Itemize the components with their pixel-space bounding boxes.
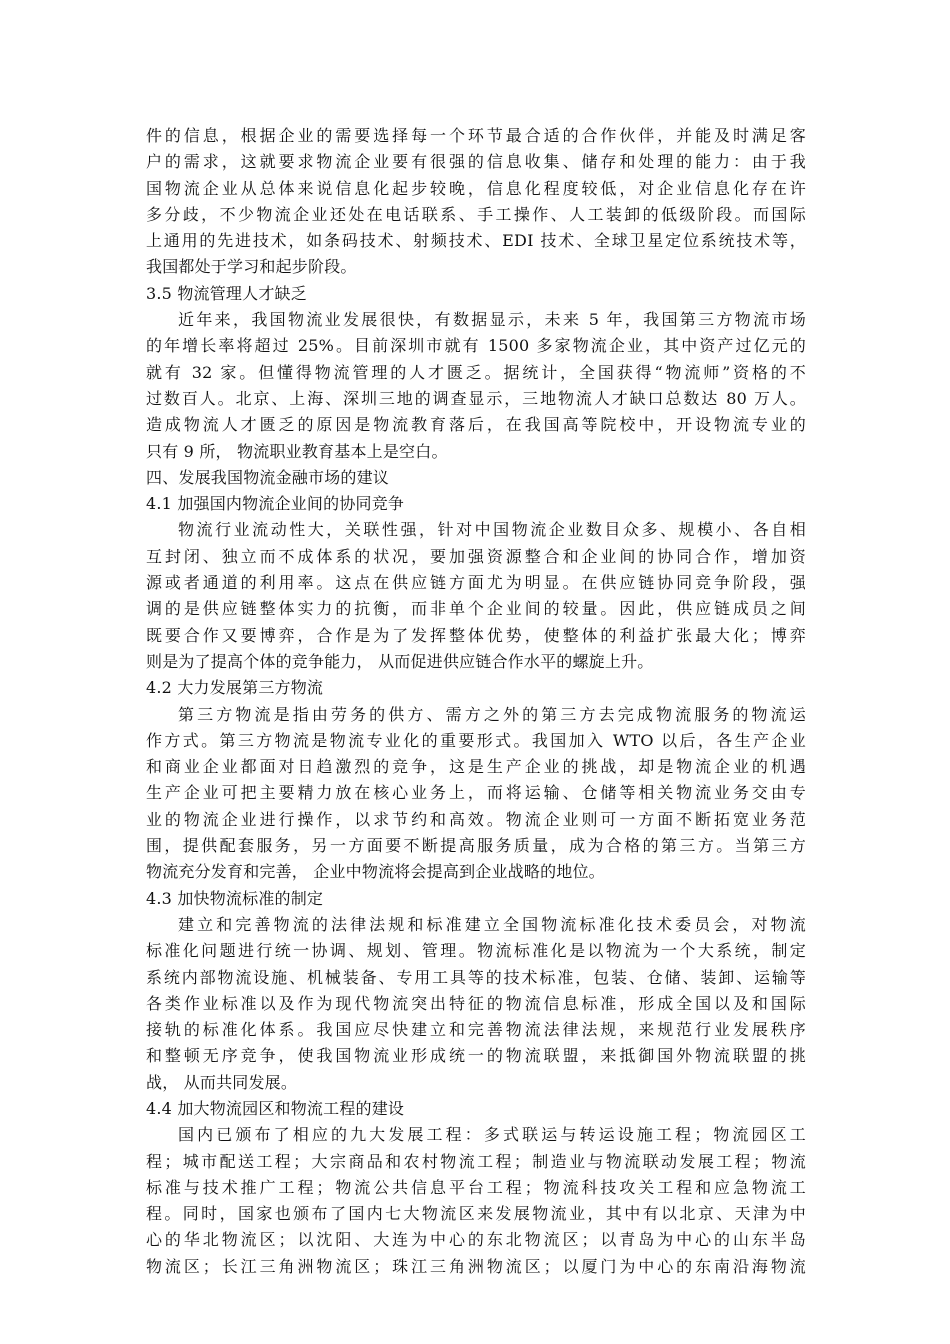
paragraph-line: 业的物流企业进行操作，以求节约和高效。物流企业则可一方面不断拓宽业务范 <box>146 809 806 829</box>
paragraph-line: 物流充分发育和完善， 企业中物流将会提高到企业战略的地位。 <box>146 862 605 882</box>
paragraph-line: 各类作业标准以及作为现代物流突出特征的物流信息标准，形成全国以及和国际 <box>146 993 806 1013</box>
paragraph-line: 物流区；长江三角洲物流区；珠江三角洲物流区；以厦门为中心的东南沿海物流 <box>146 1256 806 1276</box>
paragraph <box>146 912 806 1096</box>
section-heading: 四、发展我国物流金融市场的建议 <box>146 467 390 487</box>
paragraph-line: 就有 32 家。但懂得物流管理的人才匮乏。据统计，全国获得“物流师”资格的不 <box>146 362 806 382</box>
paragraph-line: 我国都处于学习和起步阶段。 <box>146 257 357 277</box>
paragraph-line: 既要合作又要博弈，合作是为了发挥整体优势，使整体的利益扩张最大化；博弈 <box>146 625 806 645</box>
paragraph <box>146 307 806 465</box>
section-heading: 4.4 加大物流园区和物流工程的建设 <box>146 1098 405 1118</box>
paragraph-line: 多分歧，不少物流企业还处在电话联系、手工操作、人工装卸的低级阶段。而国际 <box>146 204 806 224</box>
paragraph-line: 战， 从而共同发展。 <box>146 1072 298 1092</box>
paragraph-line: 和整顿无序竞争，使我国物流业形成统一的物流联盟，来抵御国外物流联盟的挑 <box>146 1046 806 1066</box>
paragraph <box>146 123 806 281</box>
paragraph-line: 标准化问题进行统一协调、规划、管理。物流标准化是以物流为一个大系统，制定 <box>146 941 806 961</box>
paragraph-line: 建立和完善物流的法律法规和标准建立全国物流标准化技术委员会，对物流 <box>178 914 806 934</box>
document-page <box>146 123 806 1280</box>
section-heading: 3.5 物流管理人才缺乏 <box>146 283 307 303</box>
paragraph-line: 源或者通道的利用率。这点在供应链方面尤为明显。在供应链协同竞争阶段，强 <box>146 573 806 593</box>
section-heading: 4.1 加强国内物流企业间的协同竞争 <box>146 494 405 514</box>
paragraph-line: 第三方物流是指由劳务的供方、需方之外的第三方去完成物流服务的物流运 <box>178 704 806 724</box>
paragraph-line: 互封闭、独立而不成体系的状况，要加强资源整合和企业间的协同合作，增加资 <box>146 546 806 566</box>
paragraph-line: 的年增长率将超过 25%。目前深圳市就有 1500 多家物流企业，其中资产过亿元的 <box>146 336 806 356</box>
paragraph-line: 作方式。第三方物流是物流专业化的重要形式。我国加入 WTO 以后，各生产企业 <box>146 730 806 750</box>
paragraph-line: 围，提供配套服务，另一方面要不断提高服务质量，成为合格的第三方。当第三方 <box>146 836 806 856</box>
section-heading: 4.3 加快物流标准的制定 <box>146 888 324 908</box>
paragraph-line: 心的华北物流区；以沈阳、大连为中心的东北物流区；以青岛为中心的山东半岛 <box>146 1230 806 1250</box>
section-heading: 4.2 大力发展第三方物流 <box>146 678 324 698</box>
paragraph-line: 过数百人。北京、上海、深圳三地的调查显示，三地物流人才缺口总数达 80 万人。 <box>146 388 806 408</box>
paragraph-line: 程；城市配送工程；大宗商品和农村物流工程；制造业与物流联动发展工程；物流 <box>146 1151 806 1171</box>
paragraph <box>146 1122 806 1280</box>
paragraph-line: 接轨的标准化体系。我国应尽快建立和完善物流法律法规，来规范行业发展秩序 <box>146 1020 806 1040</box>
paragraph-line: 则是为了提高个体的竞争能力， 从而促进供应链合作水平的螺旋上升。 <box>146 651 654 671</box>
paragraph-line: 系统内部物流设施、机械装备、专用工具等的技术标准，包装、仓储、装卸、运输等 <box>146 967 806 987</box>
paragraph <box>146 517 806 675</box>
paragraph-line: 物流行业流动性大，关联性强，针对中国物流企业数目众多、规模小、各自相 <box>178 520 806 540</box>
paragraph-line: 户的需求，这就要求物流企业要有很强的信息收集、储存和处理的能力：由于我 <box>146 152 806 172</box>
paragraph-line: 和商业企业都面对日趋激烈的竞争，这是生产企业的挑战，却是物流企业的机遇 <box>146 757 806 777</box>
paragraph-line: 国物流企业从总体来说信息化起步较晚，信息化程度较低，对企业信息化存在许 <box>146 178 806 198</box>
paragraph-line: 调的是供应链整体实力的抗衡，而非单个企业间的较量。因此，供应链成员之间 <box>146 599 806 619</box>
paragraph-line: 程。同时，国家也颁布了国内七大物流区来发展物流业，其中有以北京、天津为中 <box>146 1204 806 1224</box>
paragraph-line: 国内已颁布了相应的九大发展工程：多式联运与转运设施工程；物流园区工 <box>178 1125 806 1145</box>
paragraph-line: 造成物流人才匮乏的原因是物流教育落后，在我国高等院校中，开设物流专业的 <box>146 415 806 435</box>
paragraph-line: 上通用的先进技术，如条码技术、射频技术、EDI 技术、全球卫星定位系统技术等， <box>146 231 806 251</box>
paragraph-line: 标准与技术推广工程；物流公共信息平台工程；物流科技攻关工程和应急物流工 <box>146 1177 806 1197</box>
paragraph <box>146 702 806 886</box>
paragraph-line: 生产企业可把主要精力放在核心业务上，而将运输、仓储等相关物流业务交由专 <box>146 783 806 803</box>
paragraph-line: 近年来，我国物流业发展很快，有数据显示，未来 5 年，我国第三方物流市场 <box>178 310 806 330</box>
paragraph-line: 只有 9 所， 物流职业教育基本上是空白。 <box>146 441 448 461</box>
paragraph-line: 件的信息，根据企业的需要选择每一个环节最合适的合作伙伴，并能及时满足客 <box>146 126 806 145</box>
